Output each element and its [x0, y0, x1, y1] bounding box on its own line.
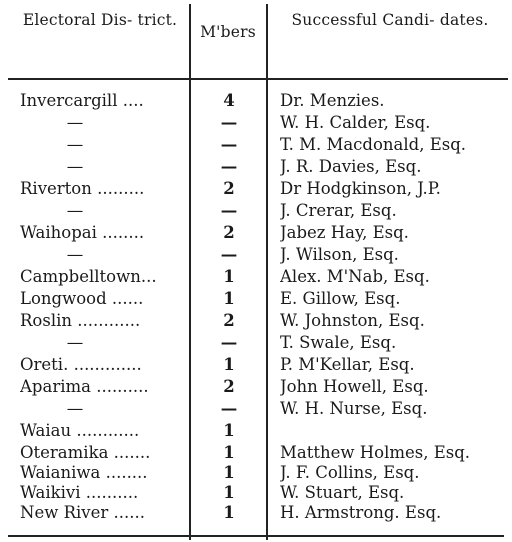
district-cell: Aparima ..........	[20, 377, 149, 396]
table-row	[0, 442, 512, 464]
table-row	[0, 398, 512, 420]
district-cell: Oreti. .............	[20, 355, 142, 374]
candidate-cell: H. Armstrong. Esq.	[280, 503, 442, 522]
table-row	[0, 288, 512, 310]
candidate-cell: J. F. Collins, Esq.	[280, 463, 420, 482]
district-cell: Waihopai ........	[20, 223, 145, 242]
table-row	[0, 178, 512, 200]
table-row	[0, 244, 512, 266]
district-cell: Riverton .........	[20, 179, 145, 198]
candidate-cell: T. M. Macdonald, Esq.	[280, 135, 467, 154]
members-cell: —	[220, 135, 238, 154]
members-cell: 1	[223, 503, 235, 522]
district-cell: —	[66, 245, 84, 264]
header-district-text: Electoral Dis- trict.	[22, 11, 178, 29]
header-members	[190, 22, 266, 42]
table-row	[0, 482, 512, 504]
table-row	[0, 310, 512, 332]
candidate-cell: T. Swale, Esq.	[280, 333, 397, 352]
candidate-cell: Dr. Menzies.	[280, 91, 385, 110]
table-row	[0, 266, 512, 288]
candidate-cell: J. Wilson, Esq.	[280, 245, 399, 264]
header-members-text: M'bers	[200, 23, 256, 41]
table-row	[0, 332, 512, 354]
members-cell: 4	[223, 91, 235, 110]
members-cell: —	[220, 399, 238, 418]
candidate-cell: J. Crerar, Esq.	[280, 201, 397, 220]
members-cell: —	[220, 201, 238, 220]
district-cell: Oteramika .......	[20, 443, 151, 462]
table-row	[0, 200, 512, 222]
members-cell: 2	[223, 377, 235, 396]
header-district	[16, 10, 184, 30]
members-cell: 2	[223, 223, 235, 242]
members-cell: —	[220, 333, 238, 352]
members-cell: 1	[223, 421, 235, 440]
candidate-cell: Dr Hodgkinson, J.P.	[280, 179, 441, 198]
candidate-cell: J. R. Davies, Esq.	[280, 157, 422, 176]
header-candidates-text: Successful Candi- dates.	[291, 11, 489, 29]
table-row	[0, 354, 512, 376]
candidate-cell: John Howell, Esq.	[280, 377, 429, 396]
district-cell: —	[66, 157, 84, 176]
district-cell: —	[66, 399, 84, 418]
district-cell: Waianiwa ........	[20, 463, 148, 482]
district-cell: Waiau ............	[20, 421, 140, 440]
table-row	[0, 502, 512, 524]
members-cell: 1	[223, 443, 235, 462]
table-row	[0, 134, 512, 156]
district-cell: Invercargill ....	[20, 91, 144, 110]
header-candidates	[280, 10, 500, 30]
candidate-cell: W. H. Nurse, Esq.	[280, 399, 428, 418]
bottom-rule	[8, 535, 504, 537]
members-cell: 1	[223, 289, 235, 308]
candidate-cell: Matthew Holmes, Esq.	[280, 443, 471, 462]
district-cell: —	[66, 201, 84, 220]
table-row	[0, 420, 512, 442]
candidate-cell: P. M'Kellar, Esq.	[280, 355, 415, 374]
members-cell: —	[220, 113, 238, 132]
members-cell: 1	[223, 463, 235, 482]
district-cell: Longwood ......	[20, 289, 144, 308]
table-row	[0, 376, 512, 398]
candidate-cell: Jabez Hay, Esq.	[280, 223, 409, 242]
district-cell: New River ......	[20, 503, 145, 522]
members-cell: 2	[223, 311, 235, 330]
table-row	[0, 156, 512, 178]
members-cell: —	[220, 157, 238, 176]
members-cell: 1	[223, 483, 235, 502]
district-cell: —	[66, 333, 84, 352]
members-cell: 2	[223, 179, 235, 198]
members-cell: 1	[223, 355, 235, 374]
header-rule	[8, 78, 508, 80]
candidate-cell: E. Gillow, Esq.	[280, 289, 401, 308]
members-cell: 1	[223, 267, 235, 286]
members-cell: —	[220, 245, 238, 264]
district-cell: Campbelltown...	[20, 267, 157, 286]
candidate-cell: Alex. M'Nab, Esq.	[280, 267, 430, 286]
candidate-cell: W. Stuart, Esq.	[280, 483, 405, 502]
candidate-cell: W. H. Calder, Esq.	[280, 113, 431, 132]
district-cell: Roslin ............	[20, 311, 141, 330]
district-cell: —	[66, 113, 84, 132]
table-row	[0, 112, 512, 134]
district-cell: Waikivi ..........	[20, 483, 139, 502]
candidate-cell: W. Johnston, Esq.	[280, 311, 425, 330]
table-row	[0, 222, 512, 244]
table-row	[0, 90, 512, 112]
table-row	[0, 462, 512, 484]
district-cell: —	[66, 135, 84, 154]
